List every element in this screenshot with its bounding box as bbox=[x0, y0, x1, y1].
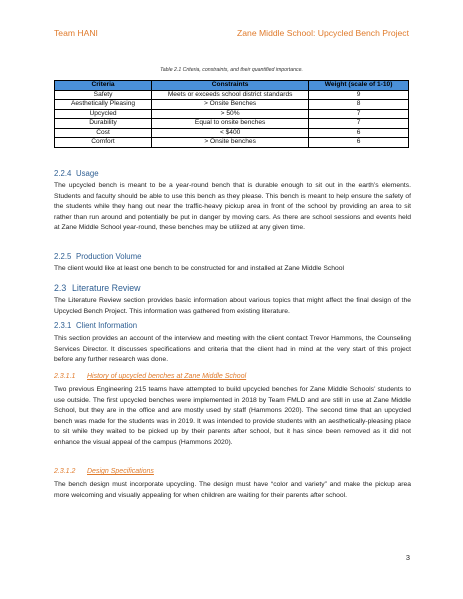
section-title: Literature Review bbox=[72, 283, 141, 293]
production-volume-paragraph: The client would like at least one bench to be constructed for and installed at Zane Middle School bbox=[54, 265, 345, 272]
cell-weight: 7 bbox=[309, 109, 409, 119]
section-number: 2.3.1.2 bbox=[54, 468, 76, 475]
table-row bbox=[55, 109, 409, 119]
design-specifications-paragraph: The bench design must incorporate upcycling. The design must have “color and variety” and make the pickup area more welcoming and visually appealing for when children are waiting for their parents after school. bbox=[54, 481, 411, 499]
cell-weight: 6 bbox=[309, 128, 409, 138]
production-volume-heading bbox=[54, 252, 411, 261]
table-row bbox=[55, 119, 409, 129]
column-header-constraints: Constraints bbox=[152, 81, 309, 91]
table-caption: Table 2.1 Criteria, constraints, and their quantified importance. bbox=[160, 67, 303, 73]
cell-constraint: < $400 bbox=[152, 128, 309, 138]
table-row bbox=[55, 128, 409, 138]
section-number: 2.3.1 bbox=[54, 321, 72, 330]
table-row bbox=[55, 138, 409, 148]
section-title: History of upcycled benches at Zane Middle School bbox=[87, 373, 247, 380]
client-information-heading bbox=[54, 321, 411, 330]
cell-weight: 7 bbox=[309, 119, 409, 129]
section-number: 2.3.1.1 bbox=[54, 373, 76, 380]
cell-criteria: Cost bbox=[55, 128, 152, 138]
column-header-weight: Weight (scale of 1-10) bbox=[309, 81, 409, 91]
table-row bbox=[55, 100, 409, 110]
section-number: 2.2.4 bbox=[54, 169, 72, 178]
table-row bbox=[55, 90, 409, 100]
cell-criteria: Aesthetically Pleasing bbox=[55, 100, 152, 110]
section-title: Usage bbox=[76, 169, 99, 178]
cell-constraint: > Onsite Benches bbox=[152, 100, 309, 110]
history-heading bbox=[54, 373, 411, 380]
cell-constraint: Meets or exceeds school district standards bbox=[152, 90, 309, 100]
cell-criteria: Safety bbox=[55, 90, 152, 100]
section-title: Design Specifications bbox=[87, 468, 154, 475]
header-team-name: Team HANI bbox=[54, 28, 98, 38]
cell-constraint: Equal to onsite benches bbox=[152, 119, 309, 129]
cell-criteria: Durability bbox=[55, 119, 152, 129]
section-number: 2.3 bbox=[54, 283, 67, 293]
design-specifications-heading bbox=[54, 468, 411, 475]
cell-weight: 6 bbox=[309, 138, 409, 148]
cell-constraint: > Onsite benches bbox=[152, 138, 309, 148]
criteria-table bbox=[54, 80, 409, 148]
literature-review-paragraph: The Literature Review section provides basic information about various topics that might affect the final design of the Upcycled Bench Project. This information was gathered from existing literature. bbox=[54, 297, 411, 315]
literature-review-heading bbox=[54, 283, 411, 293]
cell-criteria: Comfort bbox=[55, 138, 152, 148]
column-header-criteria: Criteria bbox=[55, 81, 152, 91]
history-paragraph: Two previous Engineering 215 teams have attempted to build upcycled benches for Zane Middle Schools’ students to use outside. The first upcycled benches were implemented in 2018 by Team FMLD and are still in use at Zane Middle School, but they are in the office and are mostly used by staff (Hammons 2020). The second time that an upcycled bench was made for the students was in 2019. It was intended to provide students with an aesthetically-pleasing place to sit while they waited to be picked up by their parents after school, but it has since been removed as it did not enhance the visual appeal of the campus (Hammons 2020). bbox=[54, 386, 411, 446]
section-title: Client Information bbox=[76, 321, 138, 330]
table-header-row bbox=[55, 81, 409, 91]
section-title: Production Volume bbox=[76, 252, 142, 261]
cell-weight: 8 bbox=[309, 100, 409, 110]
usage-paragraph: The upcycled bench is meant to be a year-round bench that is durable enough to sit out in the earth’s elements. Students and faculty should be able to use this bench as they please. This bench is meant to help ensure the safety of the students while they hang out near the traffic-heavy pickup area in front of the school by providing an area to sit rather than run around and potentially be put in danger by moving cars. As there are school sessions and events held at Zane Middle School year-round, these benches may be utilized at any given time. bbox=[54, 182, 411, 232]
section-number: 2.2.5 bbox=[54, 252, 72, 261]
cell-constraint: > 50% bbox=[152, 109, 309, 119]
client-information-paragraph: This section provides an account of the interview and meeting with the client contact Trevor Hammons, the Counseling Services Director. It discusses specifications and criteria that the client had in mind at the very start of this project before any further research was done. bbox=[54, 335, 411, 364]
cell-criteria: Upcycled bbox=[55, 109, 152, 119]
usage-heading bbox=[54, 169, 411, 178]
page-number: 3 bbox=[405, 553, 410, 562]
cell-weight: 9 bbox=[309, 90, 409, 100]
header-project-title: Zane Middle School: Upcycled Bench Project bbox=[237, 28, 409, 38]
